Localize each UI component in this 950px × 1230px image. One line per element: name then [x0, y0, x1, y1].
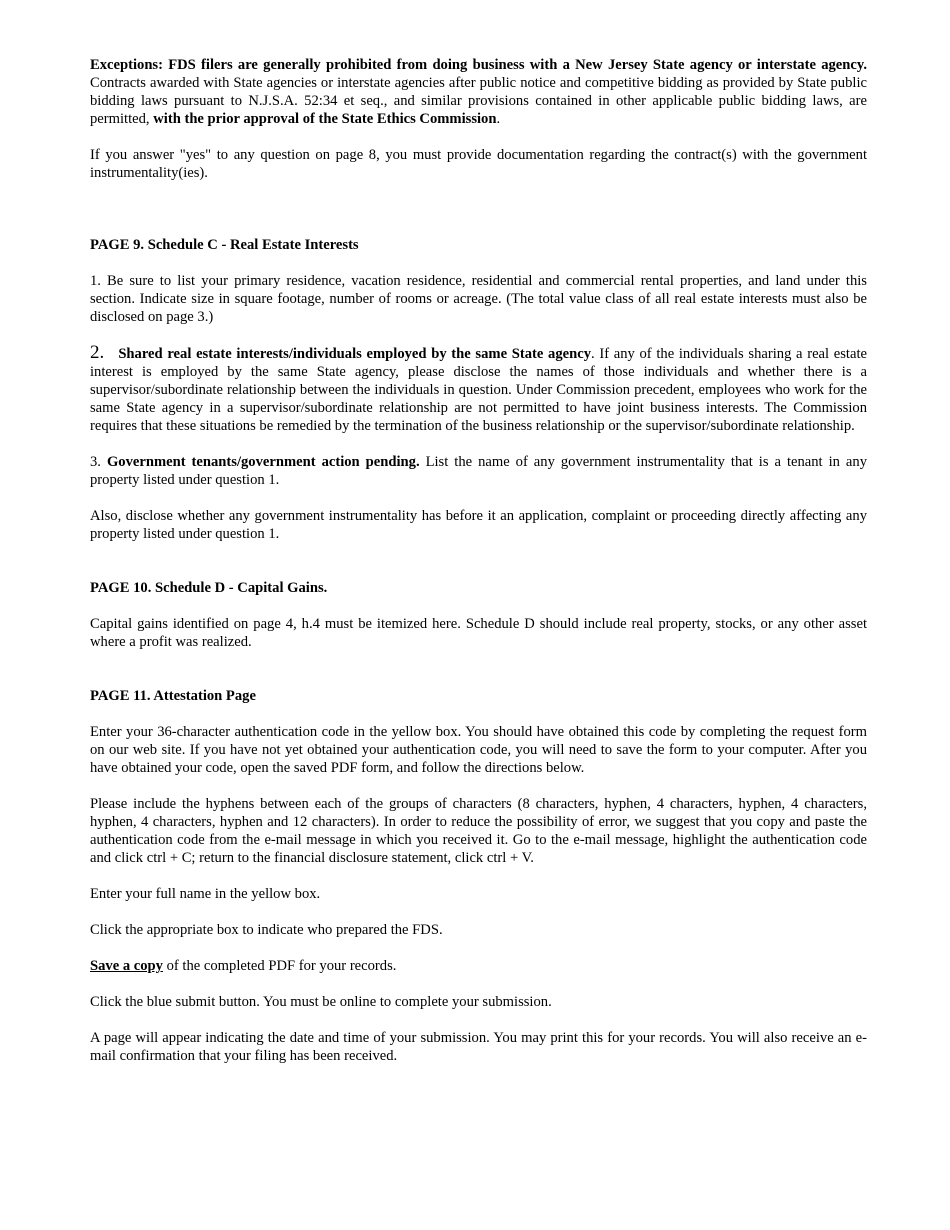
- page9-item2-number: 2.: [90, 342, 105, 363]
- page11-save-paragraph: [90, 957, 867, 975]
- page10-heading: PAGE 10. Schedule D - Capital Gains.: [90, 580, 328, 596]
- document-page: [90, 56, 867, 1065]
- page9-item3: [90, 453, 867, 489]
- exceptions-bold-lead: Exceptions: FDS filers are generally prohibited from doing business with a New Jersey State agency or interstate agency.: [90, 57, 867, 73]
- save-a-copy-label: Save a copy: [90, 958, 163, 974]
- page9-item2-bold: Shared real estate interests/individuals employed by the same State agency: [118, 346, 591, 362]
- exceptions-paragraph: [90, 56, 867, 128]
- exceptions-text: Contracts awarded with State agencies or interstate agencies after public notice and competitive bidding as provided by State public bidding laws pursuant to N.J.S.A. 52:34 et seq., and similar provisions contained in other applicable public bidding laws, are permitted,: [90, 75, 867, 127]
- page9-item3-text: List the name of any government instrumentality that is a tenant in any property listed under question 1.: [90, 454, 867, 488]
- exceptions-bold-tail: with the prior approval of the State Ethics Commission: [153, 111, 497, 127]
- page9-item2-text: . If any of the individuals sharing a real estate interest is employed by the same State agency, please disclose the names of those individuals and whether there is a supervisor/subordinate relationship between the individuals in question. Under Commission precedent, employees who work for the same State agency in a supervisor/subordinate relationship are not permitted to have joint business interests. The Commission requires that these situations be remedied by the termination of the business relationship or the supervisor/subordinate relationship.: [90, 346, 867, 434]
- page11-para6: Click the blue submit button. You must be online to complete your submission.: [90, 994, 552, 1010]
- page11-para7: A page will appear indicating the date and time of your submission. You may print this for your records. You will also receive an e-mail confirmation that your filing has been received.: [90, 1030, 867, 1064]
- page11-para2: Please include the hyphens between each of the groups of characters (8 characters, hyphen, 4 characters, hyphen, 4 characters, hyphen, 4 characters, hyphen and 12 characters). In order to reduce the possibility of error, we suggest that you copy and paste the authentication code from the e-mail message in which you received it. Go to the e-mail message, highlight the authentication code and click ctrl + C; return to the financial disclosure statement, click ctrl + V.: [90, 796, 867, 866]
- page9-item3-bold: Government tenants/government action pending.: [106, 454, 420, 470]
- exceptions-end: .: [496, 111, 501, 127]
- page11-heading: PAGE 11. Attestation Page: [90, 688, 256, 704]
- save-copy-text: of the completed PDF for your records.: [162, 958, 397, 974]
- page9-also: Also, disclose whether any government instrumentality has before it an application, complaint or proceeding directly affecting any property listed under question 1.: [90, 508, 867, 542]
- page9-item2: [90, 344, 867, 435]
- yes-answer-paragraph: If you answer "yes" to any question on page 8, you must provide documentation regarding the contract(s) with the government instrumentality(ies).: [90, 147, 867, 181]
- page11-para4: Click the appropriate box to indicate who prepared the FDS.: [90, 922, 443, 938]
- page9-item1: 1. Be sure to list your primary residence, vacation residence, residential and commercial rental properties, and land under this section. Indicate size in square footage, number of rooms or acreage. (The total value class of all real estate interests must also be disclosed on page 3.): [90, 273, 867, 325]
- page9-heading: PAGE 9. Schedule C - Real Estate Interests: [90, 237, 359, 253]
- page10-text: Capital gains identified on page 4, h.4 must be itemized here. Schedule D should include real property, stocks, or any other asset where a profit was realized.: [90, 616, 867, 650]
- page11-para3: Enter your full name in the yellow box.: [90, 886, 321, 902]
- page11-para1: Enter your 36-character authentication code in the yellow box. You should have obtained this code by completing the request form on our web site. If you have not yet obtained your authentication code, you will need to save the form to your computer. After you have obtained your code, open the saved PDF form, and follow the directions below.: [90, 724, 867, 776]
- page9-item3-number: 3.: [90, 454, 107, 470]
